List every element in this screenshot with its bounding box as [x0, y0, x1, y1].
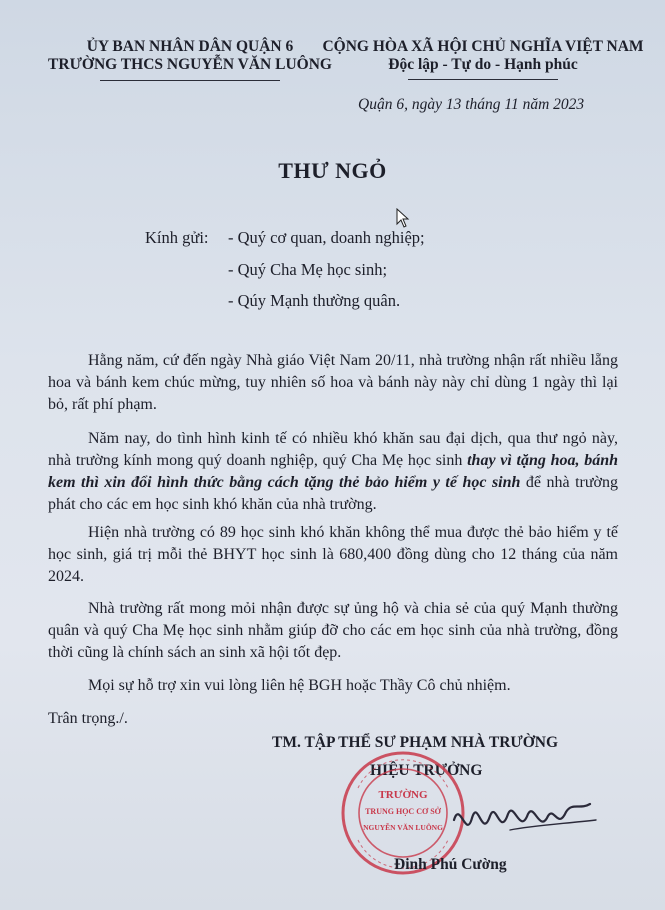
- closing-remark: Trân trọng./.: [48, 710, 128, 727]
- letter-title: THƯ NGỎ: [278, 158, 387, 183]
- letter-date: Quận 6, ngày 13 tháng 11 năm 2023: [358, 96, 585, 113]
- paragraph-text: để nhà trường phát cho các em học sinh khó khăn của nhà trường.: [48, 474, 619, 513]
- motto-underline: [408, 79, 558, 80]
- issuer-header: [40, 38, 340, 81]
- body-paragraph-5: [48, 675, 618, 697]
- mouse-pointer-icon: [396, 208, 410, 228]
- paragraph-text: Năm nay, do tình hình kinh tế có nhiều khó khăn sau đại dịch, qua thư ngỏ này, nhà trường kính mong quý doanh nghiệp, quý Cha Mẹ học sinh: [48, 430, 618, 469]
- paragraph-emphasis: thay vì tặng hoa, bánh kem thì xin đổi hình thức bằng cách tặng thẻ bảo hiểm y tế học sinh: [48, 452, 619, 491]
- national-motto-line-1: CỘNG HÒA XÃ HỘI CHỦ NGHĨA VIỆT NAM: [322, 38, 644, 55]
- body-paragraph-4: [48, 598, 618, 664]
- body-paragraph-1: [48, 350, 618, 416]
- signatory-position: HIỆU TRƯỞNG: [370, 762, 483, 779]
- national-motto-line-2: Độc lập - Tự do - Hạnh phúc: [388, 56, 578, 73]
- recipient-item: - Quý Cha Mẹ học sinh;: [228, 260, 388, 279]
- stamp-line-3: NGUYỄN VĂN LUÔNG: [363, 823, 443, 832]
- stamp-line-1: TRƯỜNG: [378, 789, 428, 801]
- recipient-item: - Qúy Mạnh thường quân.: [228, 291, 401, 310]
- recipient-item: - Quý cơ quan, doanh nghiệp;: [228, 228, 425, 247]
- handwritten-signature: [450, 790, 600, 850]
- paragraph-text: Mọi sự hỗ trợ xin vui lòng liên hệ BGH hoặc Thầy Cô chủ nhiệm.: [88, 677, 511, 694]
- signatory-name: Đinh Phú Cường: [394, 856, 507, 873]
- issuer-line-1: ỦY BAN NHÂN DÂN QUẬN 6: [86, 38, 294, 55]
- stamp-line-2: TRUNG HỌC CƠ SỞ: [365, 807, 441, 816]
- issuer-line-2: TRƯỜNG THCS NGUYỄN VĂN LUÔNG: [48, 56, 332, 73]
- national-header: [318, 38, 648, 80]
- issuer-underline: [100, 80, 280, 81]
- body-paragraph-2: [48, 428, 618, 516]
- body-paragraph-3: [48, 522, 618, 588]
- signatory-on-behalf: TM. TẬP THỂ SƯ PHẠM NHÀ TRƯỜNG: [272, 734, 559, 751]
- recipients-label: Kính gửi:: [145, 228, 209, 247]
- paragraph-text: Hiện nhà trường có 89 học sinh khó khăn không thể mua được thẻ bảo hiểm y tế học sinh, giá trị mỗi thẻ BHYT học sinh là 680,400 đồng dùng cho 12 tháng của năm 2024.: [48, 524, 618, 585]
- paragraph-text: Nhà trường rất mong mỏi nhận được sự ủng hộ và chia sẻ của quý Mạnh thường quân và quý Cha Mẹ học sinh nhằm giúp đỡ cho các em học sinh của nhà trường, đồng thời cũng là chính sách an sinh xã hội tốt đẹp.: [48, 600, 618, 661]
- paragraph-text: Hằng năm, cứ đến ngày Nhà giáo Việt Nam 20/11, nhà trường nhận rất nhiều lẵng hoa và bánh kem chúc mừng, tuy nhiên số hoa và bánh này này chỉ dùng 1 ngày thì lại bỏ, rất phí phạm.: [48, 352, 618, 413]
